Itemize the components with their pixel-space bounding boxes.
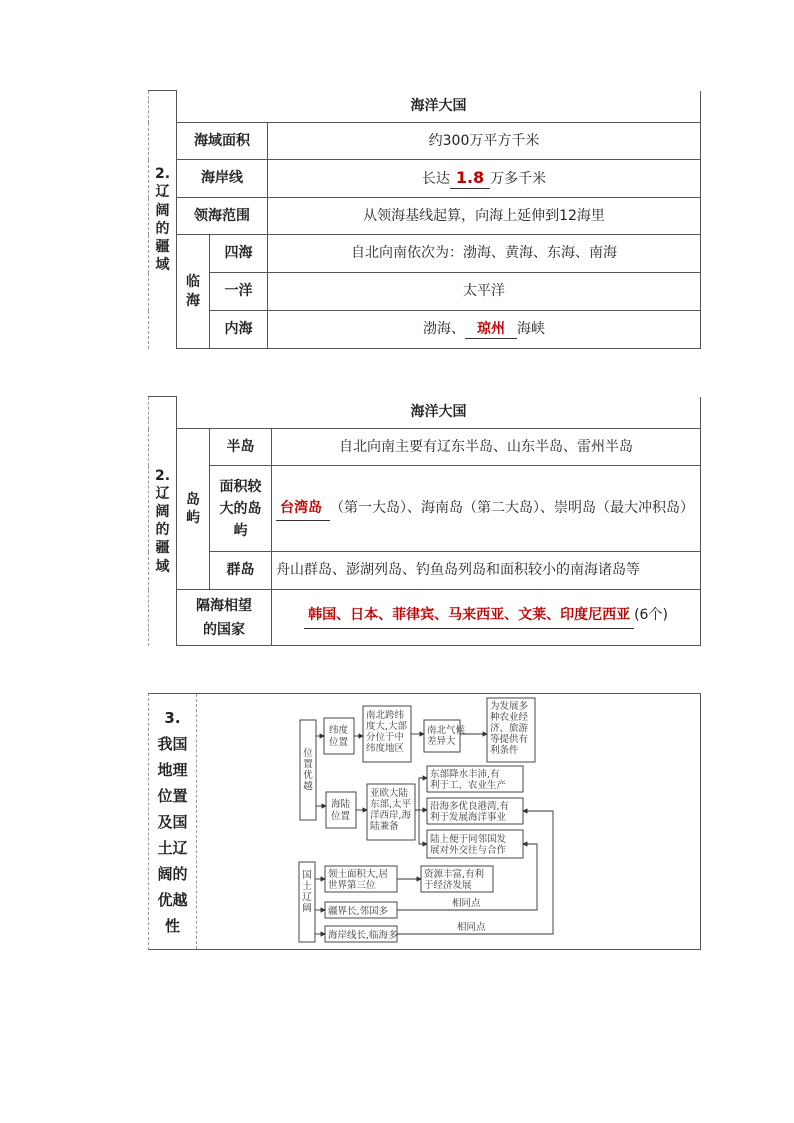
coast-port: 沿海多优良港湾,有利于发展海洋事业	[430, 801, 510, 823]
sub-row-value: 太平洋	[268, 273, 701, 311]
neighbors-value: 韩国、日本、菲律宾、马来西亚、文莱、印度尼西亚 (6个)	[272, 590, 701, 646]
root-territory: 国土辽阔	[302, 870, 312, 914]
row-label: 半岛	[210, 429, 272, 466]
concept-map	[197, 694, 700, 949]
table-header: 海洋大国	[177, 397, 701, 429]
answer-blank: 琼州	[465, 320, 517, 339]
latitude-desc: 南北跨纬度大,大部分位于中纬度地区	[366, 710, 408, 754]
island-label: 岛屿	[177, 429, 210, 590]
common-point-label: 相同点	[457, 922, 486, 933]
row-label: 海岸线	[177, 160, 268, 198]
linhai-label: 临海	[177, 235, 210, 349]
row-value: 约300万平方千米	[268, 123, 701, 160]
islands-table	[148, 396, 701, 646]
landsea-desc: 亚欧大陆东部,太平洋西岸,海陆兼备	[370, 788, 412, 832]
east-rain: 东部降水丰沛,有利于工、农业生产	[430, 769, 507, 791]
resources: 资源丰富,有利于经济发展	[424, 869, 485, 891]
landsea-box	[326, 792, 356, 828]
agri: 为发展多种农业经济、旅游等提供有利条件	[490, 701, 529, 756]
latitude: 纬度位置	[329, 725, 349, 748]
coastal-table	[148, 90, 701, 349]
side-label: 3.我国地理位置及国土辽阔的优越性	[149, 694, 197, 949]
coastline: 海岸线长,临海多	[328, 930, 398, 941]
common-point-label: 相同点	[452, 898, 481, 909]
row-value: 自北向南主要有辽东半岛、山东半岛、雷州半岛	[272, 429, 701, 466]
sub-row-label: 四海	[210, 235, 268, 273]
land-neighbors: 陆上便于同邻国发展对外交往与合作	[430, 834, 507, 856]
latitude-box	[324, 718, 354, 754]
row-label: 群岛	[210, 552, 272, 590]
root-location: 位置优越	[303, 748, 313, 792]
sub-row-value: 自北向南依次为：渤海、黄海、东海、南海	[268, 235, 701, 273]
sub-row-value: 渤海、 琼州 海峡	[268, 311, 701, 349]
neighbors-label: 隔海相望的国家	[177, 590, 272, 646]
advantage-diagram	[148, 693, 701, 950]
row-value: 长达 1.8 万多千米	[268, 160, 701, 198]
row-value: 台湾岛 （第一大岛）、海南岛（第二大岛）、崇明岛（最大冲积岛）	[272, 466, 701, 552]
row-label: 面积较大的岛屿	[210, 466, 272, 552]
answer-blank: 台湾岛	[276, 496, 330, 521]
answer-blank: 1.8	[450, 168, 490, 190]
row-label: 领海范围	[177, 198, 268, 235]
row-value: 从领海基线起算，向海上延伸到12海里	[268, 198, 701, 235]
sub-row-label: 内海	[210, 311, 268, 349]
area: 领土面积大,居世界第三位	[328, 869, 389, 891]
sub-row-label: 一洋	[210, 273, 268, 311]
row-label: 海域面积	[177, 123, 268, 160]
landsea: 海陆位置	[331, 799, 351, 822]
temp: 南北气候差异大	[427, 725, 466, 747]
side-label: 2.辽阔的疆域	[149, 91, 177, 349]
side-label: 2.辽阔的疆域	[149, 397, 177, 646]
table-header: 海洋大国	[177, 91, 701, 123]
row-value: 舟山群岛、澎湖列岛、钓鱼岛列岛和面积较小的南海诸岛等	[272, 552, 701, 590]
answer-blank: 韩国、日本、菲律宾、马来西亚、文莱、印度尼西亚	[304, 606, 634, 629]
border: 疆界长,邻国多	[328, 906, 389, 917]
